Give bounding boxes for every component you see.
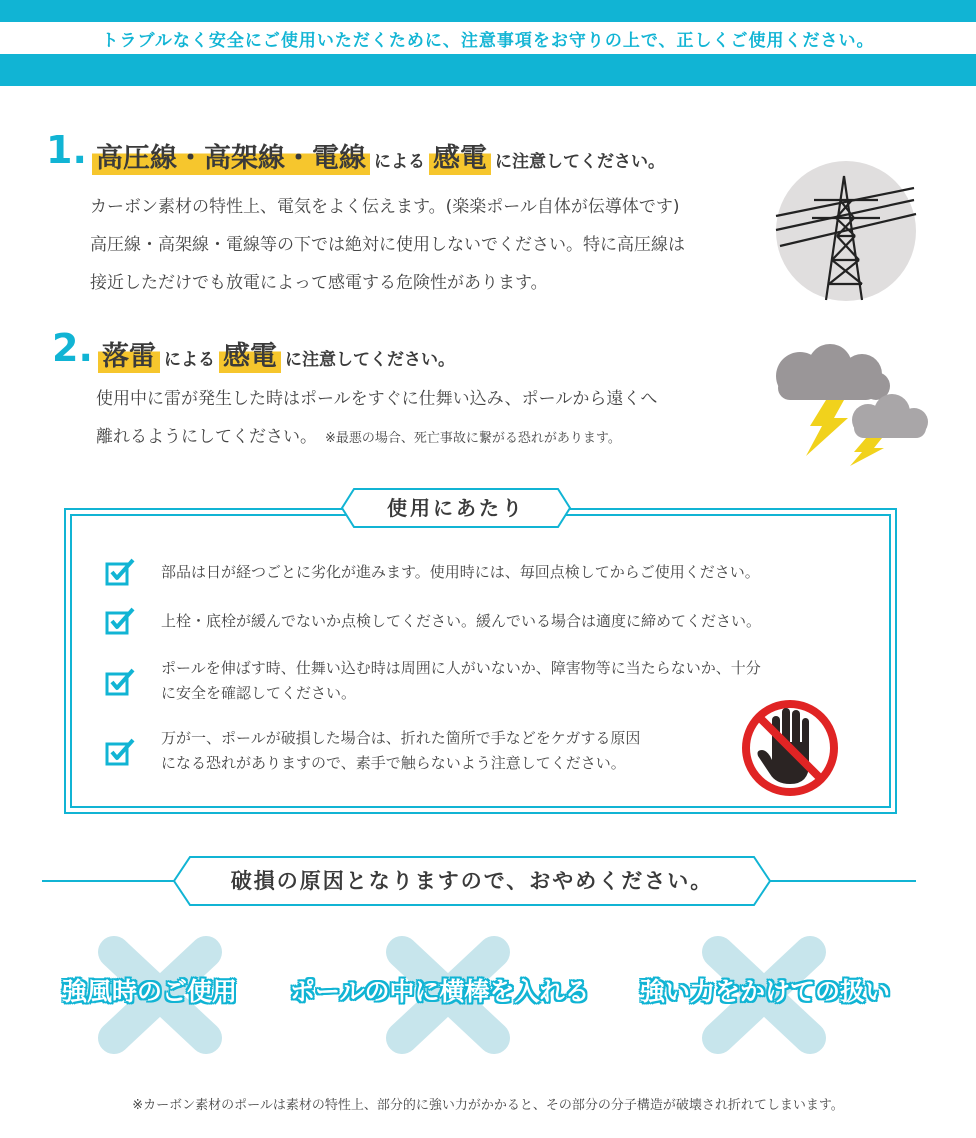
section1-suffix: に注意してください。 xyxy=(495,152,665,172)
section1-line: 接近しただけでも放電によって感電する危険性があります。 xyxy=(90,273,548,293)
section1-heading xyxy=(92,136,669,175)
section2-line: 使用中に雷が発生した時はポールをすぐに仕舞い込み、ポールから遠くへ xyxy=(96,389,658,409)
caution-item-text xyxy=(161,609,761,634)
footnote: ※カーボン素材のポールは素材の特性上、部分的に強い力がかかると、その部分の分子構造が破壊され折れてしまいます。 xyxy=(132,1098,844,1113)
section1-line: 高圧線・高架線・電線等の下では絶対に使用しないでください。特に高圧線は xyxy=(90,235,685,255)
section2-line-2 xyxy=(96,418,657,458)
caution-item-text xyxy=(161,560,760,585)
power-tower-icon xyxy=(774,160,918,302)
section2-note: ※最悪の場合、死亡事故に繋がる恐れがあります。 xyxy=(325,431,621,446)
prohibit-line-right xyxy=(762,880,916,882)
section1-body xyxy=(90,188,685,302)
caution-item-text xyxy=(161,656,761,706)
caution-title: 使用にあたり xyxy=(387,496,525,520)
caution-item-line: 部品は日が経つごとに劣化が進みます。使用時には、毎回点検してからご使用ください。 xyxy=(161,563,760,581)
section2-heading xyxy=(98,334,459,373)
section2-suffix: に注意してください。 xyxy=(285,350,455,370)
section1-highlight2: 感電 xyxy=(429,136,491,175)
caution-item-line: に安全を確認してください。 xyxy=(161,684,357,702)
prohibit-line-left xyxy=(42,880,182,882)
banner-top-band xyxy=(0,0,976,22)
prohibit-title: 破損の原因となりますので、おやめください。 xyxy=(230,869,714,893)
banner-bottom-band xyxy=(0,54,976,86)
section2-highlight1: 落雷 xyxy=(98,334,160,373)
caution-item-line: 上栓・底栓が緩んでないか点検してください。緩んでいる場合は適度に締めてください。 xyxy=(161,612,762,630)
checkbox-checked-icon xyxy=(105,738,137,766)
checkbox-checked-icon xyxy=(105,668,137,696)
section2-number: 2. xyxy=(52,326,93,370)
section1-line: カーボン素材の特性上、電気をよく伝えます。(楽楽ポール自体が伝導体です) xyxy=(90,197,680,217)
prohibit-label: ポールの中に横棒を入れる xyxy=(290,977,590,1006)
caution-item-line: 万が一、ポールが破損した場合は、折れた箇所で手などをケガする原因 xyxy=(161,729,641,747)
checkbox-checked-icon xyxy=(105,558,137,586)
thunderstorm-icon xyxy=(770,342,930,466)
no-touch-icon xyxy=(736,698,844,798)
checkbox-checked-icon xyxy=(105,607,137,635)
banner-text: トラブルなく安全にご使用いただくために、注意事項をお守りの上で、正しくご使用ください。 xyxy=(101,31,875,51)
prohibit-label: 強い力をかけての扱い xyxy=(640,977,891,1006)
prohibit-title-banner xyxy=(172,855,772,907)
section2-highlight2: 感電 xyxy=(219,334,281,373)
section2-line: 離れるようにしてください。 xyxy=(96,427,317,447)
section2-connector: による xyxy=(164,350,215,370)
caution-title-banner xyxy=(340,487,572,529)
section1-connector: による xyxy=(374,152,425,172)
prohibit-label: 強風時のご使用 xyxy=(62,977,238,1006)
section1-highlight1: 高圧線・高架線・電線 xyxy=(92,136,370,175)
caution-item-line: になる恐れがありますので、素手で触らないよう注意してください。 xyxy=(161,754,626,772)
section1-number: 1. xyxy=(46,128,87,172)
section2-body xyxy=(96,380,657,458)
caution-item-line: ポールを伸ばす時、仕舞い込む時は周囲に人がいないか、障害物等に当たらないか、十分 xyxy=(161,659,761,677)
caution-item-text xyxy=(161,726,640,776)
